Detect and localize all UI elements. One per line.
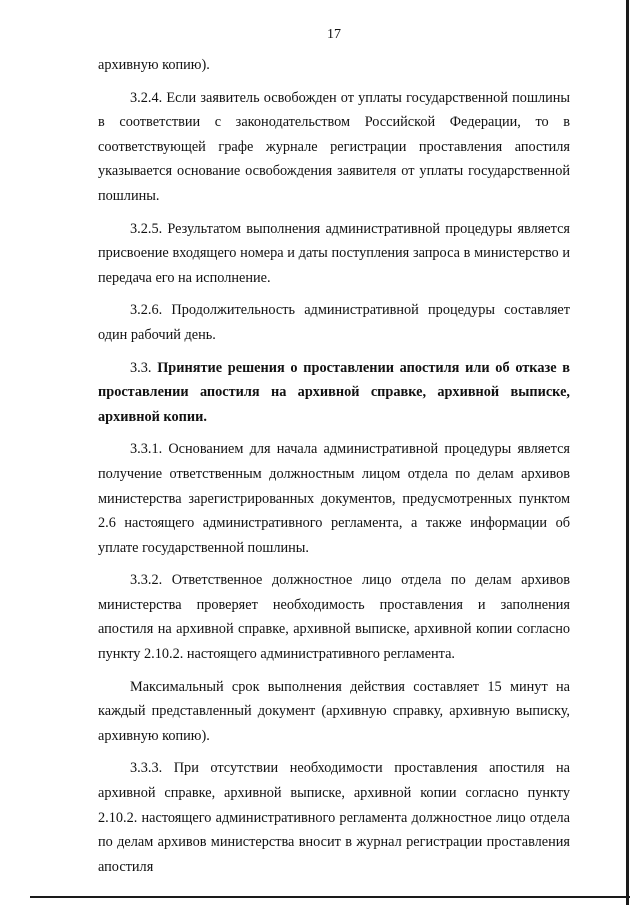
section-number: 3.3. [130,359,152,376]
paragraph-3-2-6: 3.2.6. Продолжительность административной процедуры составляет один рабочий день. [98,302,570,343]
paragraph-3-2-4: 3.2.4. Если заявитель освобожден от уплаты государственной пошлины в соответствии с законодательством Российской Федерации, то в соответствующей графе журнале регистрации проставления апостиля указывается основание освобождения заявителя от уплаты государственной пошлины. [98,89,570,204]
paragraph-3-3-3: 3.3.3. При отсутствии необходимости проставления апостиля на архивной справке, архивной выписке, архивной копии согласно пункту 2.10.2. настоящего административного регламента должностное лицо отдела по делам архивов министерства вносит в журнал регистрации проставления апостиля [98,760,570,875]
scan-edge-bottom [30,896,630,898]
section-heading-3-3 [98,356,570,430]
page-number: 17 [327,27,341,42]
paragraph-3-3-1: 3.3.1. Основанием для начала административной процедуры является получение ответственным должностным лицом отдела по делам архивов министерства зарегистрированных документов, предусмотренных пунктом 2.6 настоящего административного регламента, а также информации об уплате государственной пошлины. [98,441,570,556]
document-body [98,53,570,887]
paragraph-3-2-5: 3.2.5. Результатом выполнения административной процедуры является присвоение входящего номера и даты поступления запроса в министерство и передача его на исполнение. [98,220,570,286]
paragraph-3-3-2: 3.3.2. Ответственное должностное лицо отдела по делам архивов министерства проверяет необходимость проставления и заполнения апостиля на архивной справке, архивной выписке, архивной копии согласно пункту 2.10.2. настоящего административного регламента. [98,572,570,663]
paragraph-continuation: архивную копию). [98,57,210,73]
section-title: Принятие решения о проставлении апостиля или об отказе в проставлении апостиля на архивной справке, архивной выписке, архивной копии. [98,359,571,425]
paragraph-max-time: Максимальный срок выполнения действия составляет 15 минут на каждый представленный документ (архивную справку, архивную выписку, архивную копию). [98,678,570,744]
scan-edge-right [626,0,629,905]
